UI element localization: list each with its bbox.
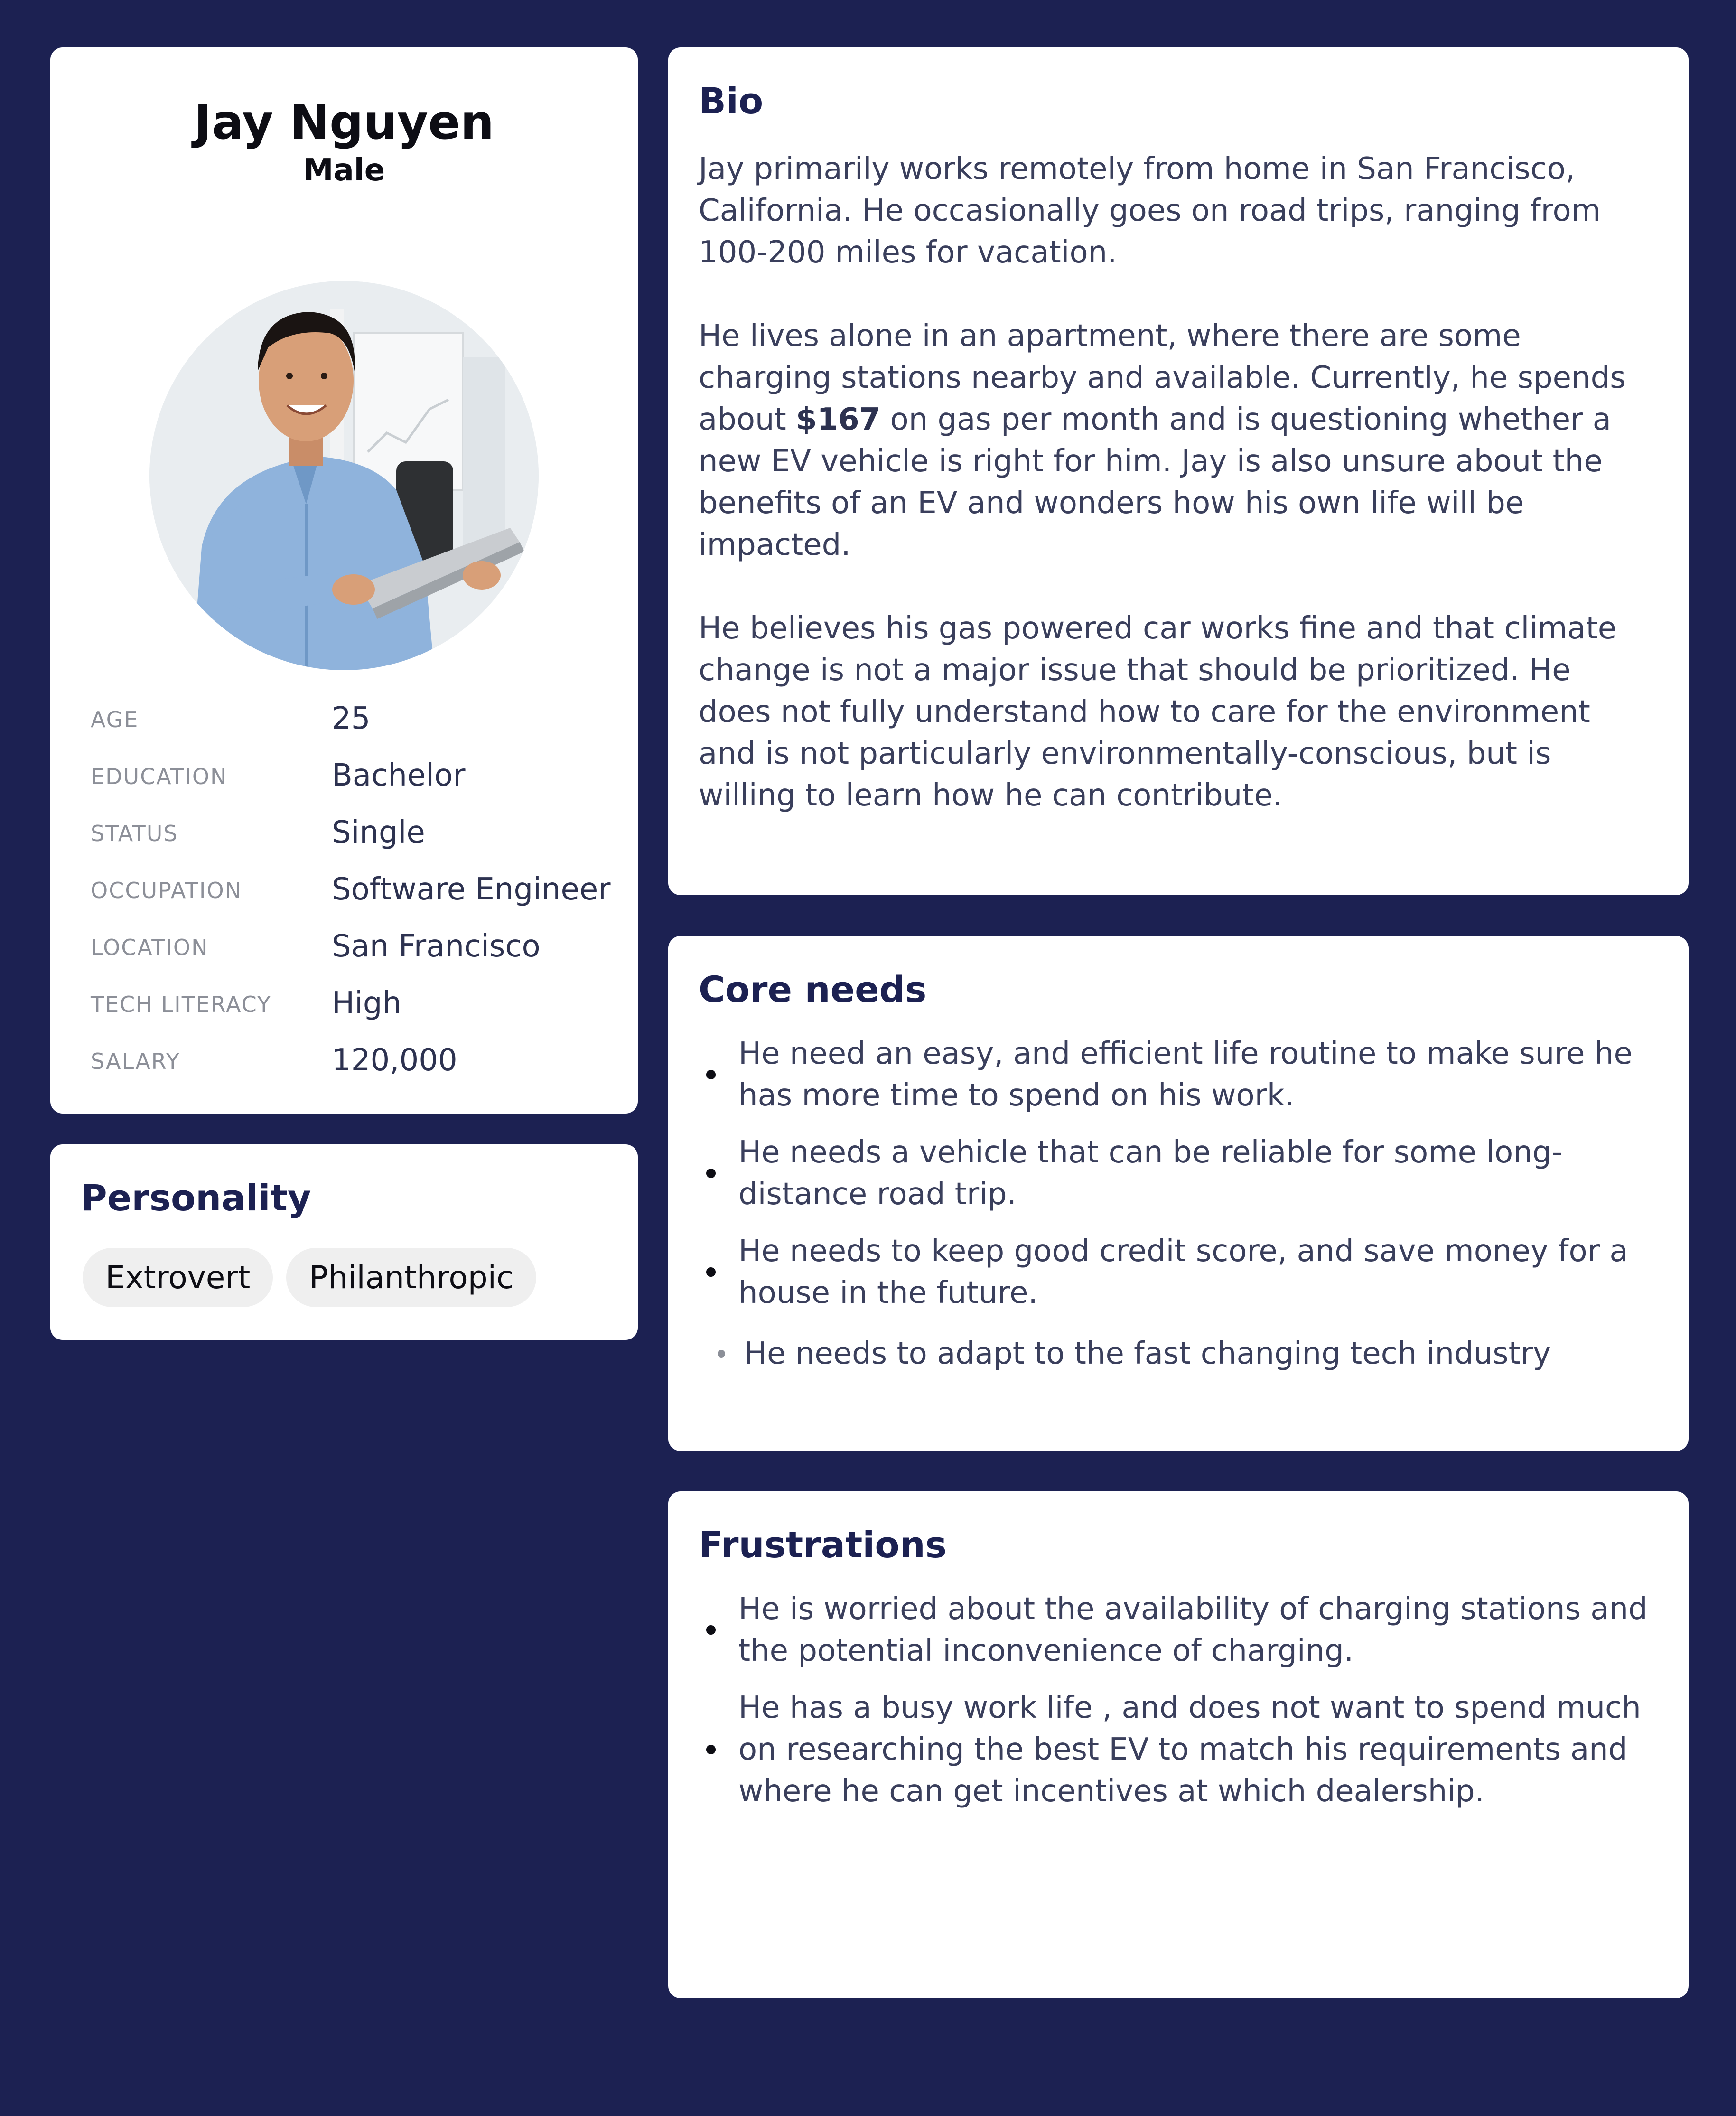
attr-label: LOCATION bbox=[91, 935, 209, 960]
list-item-text: He needs to keep good credit score, and save money for a house in the future. bbox=[738, 1234, 1628, 1311]
gas-spend-amount: $167 bbox=[796, 402, 881, 437]
attr-education bbox=[91, 748, 613, 805]
attr-value: 120,000 bbox=[332, 1043, 457, 1078]
attr-salary bbox=[91, 1032, 613, 1089]
list-item-text: He is worried about the availability of charging stations and the potential inconvenience of charging. bbox=[738, 1592, 1648, 1668]
list-item-text: He needs a vehicle that can be reliable for some long-distance road trip. bbox=[738, 1135, 1563, 1212]
core-needs-list bbox=[699, 1033, 1667, 1390]
bio-text-part: He lives alone in an apartment, where there are some charging stations nearby and available. Currently, he spends about bbox=[699, 318, 1626, 437]
bio-title: Bio bbox=[699, 80, 764, 122]
frustrations-title: Frustrations bbox=[699, 1524, 947, 1566]
attribute-list bbox=[91, 691, 613, 1089]
attr-label: AGE bbox=[91, 707, 139, 732]
attr-value: 25 bbox=[332, 701, 371, 736]
bullet-icon bbox=[706, 1745, 716, 1754]
bio-paragraph: He believes his gas powered car works fine and that climate change is not a major issue that should be prioritized. He does not fully understand how to care for the environment and is not particularly environmentally-conscious, but is willing to learn how he can contribute. bbox=[699, 611, 1617, 813]
list-item bbox=[699, 1588, 1667, 1672]
attr-occupation bbox=[91, 861, 613, 918]
core-needs-title: Core needs bbox=[699, 968, 927, 1011]
attr-label: EDUCATION bbox=[91, 764, 228, 789]
attr-status bbox=[91, 805, 613, 861]
bullet-icon bbox=[706, 1070, 716, 1079]
bio-text-part: on gas per month and is questioning whether a new EV vehicle is right for him. Jay is also unsure about the benefits of an EV and wonders how his own life will be impacted. bbox=[699, 402, 1611, 562]
attr-location bbox=[91, 918, 613, 975]
attr-tech-literacy bbox=[91, 975, 613, 1032]
frustrations-list bbox=[699, 1588, 1667, 1827]
list-item-text: He needs to adapt to the fast changing tech industry bbox=[744, 1336, 1551, 1371]
attr-value: Bachelor bbox=[332, 758, 466, 793]
frustrations-card bbox=[668, 1491, 1689, 1998]
person-with-laptop-photo-icon bbox=[149, 281, 539, 670]
list-item bbox=[699, 1687, 1667, 1812]
personality-tag: Philanthropic bbox=[286, 1248, 536, 1307]
bio-text bbox=[699, 148, 1648, 858]
attr-age bbox=[91, 691, 613, 748]
list-item bbox=[699, 1230, 1667, 1314]
attr-label: OCCUPATION bbox=[91, 878, 243, 903]
bullet-icon bbox=[706, 1169, 716, 1178]
list-item-text: He need an easy, and efficient life routine to make sure he has more time to spend on his work. bbox=[738, 1036, 1633, 1113]
bio-card bbox=[668, 47, 1689, 895]
personality-title: Personality bbox=[81, 1177, 311, 1219]
personality-tags bbox=[83, 1248, 536, 1307]
attr-label: TECH LITERACY bbox=[91, 992, 272, 1017]
personality-tag: Extrovert bbox=[83, 1248, 273, 1307]
attr-label: STATUS bbox=[91, 821, 178, 846]
list-item-text: He has a busy work life , and does not want to spend much on researching the best EV to match his requirements and where he can get incentives at which dealership. bbox=[738, 1690, 1641, 1809]
persona-name: Jay Nguyen bbox=[194, 94, 495, 150]
attr-value: Software Engineer bbox=[332, 872, 611, 907]
bio-paragraph: Jay primarily works remotely from home in San Francisco, California. He occasionally goes on road trips, ranging from 100-200 miles for vacation. bbox=[699, 151, 1601, 270]
list-item bbox=[699, 1132, 1667, 1215]
list-item bbox=[699, 1333, 1667, 1375]
avatar bbox=[149, 281, 539, 670]
core-needs-card bbox=[668, 936, 1689, 1451]
bullet-icon bbox=[706, 1625, 716, 1635]
attr-label: SALARY bbox=[91, 1049, 180, 1074]
list-item bbox=[699, 1033, 1667, 1116]
bullet-icon bbox=[718, 1350, 725, 1358]
personality-card bbox=[50, 1144, 638, 1340]
attr-value: Single bbox=[332, 815, 425, 850]
bio-paragraph bbox=[699, 315, 1648, 566]
profile-card bbox=[50, 47, 638, 1114]
attr-value: San Francisco bbox=[332, 929, 541, 964]
persona-gender: Male bbox=[303, 153, 385, 188]
attr-value: High bbox=[332, 986, 402, 1021]
bullet-icon bbox=[706, 1267, 716, 1277]
